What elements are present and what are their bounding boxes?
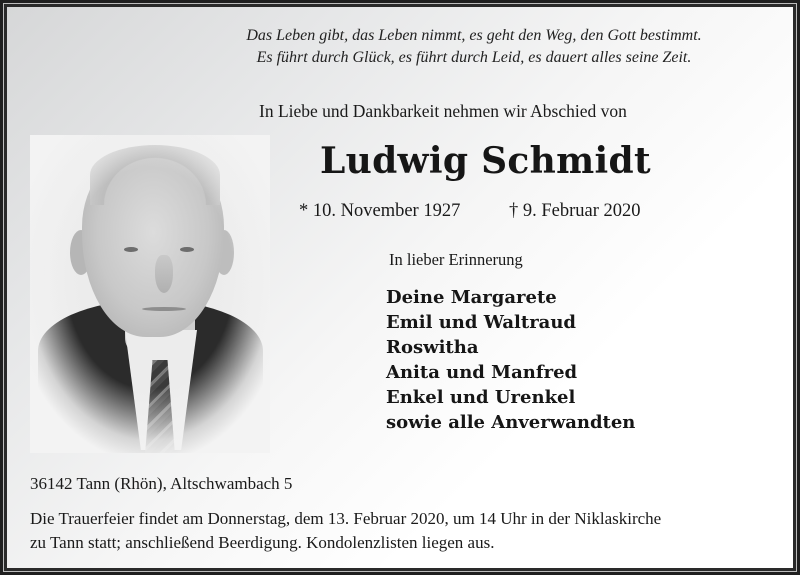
portrait-vignette [30,135,270,453]
quote-line-2: Es führt durch Glück, es führt durch Leid, es dauert alles seine Zeit. [256,49,692,66]
death-date: † 9. Februar 2020 [509,201,641,221]
mourner-item: Deine Margarete [386,287,557,308]
quote-line-1: Das Leben gibt, das Leben nimmt, es geht den Weg, den Gott bestimmt. [246,27,702,44]
service-line-2: zu Tann statt; anschließend Beerdigung. Kondolenzlisten liegen aus. [30,533,495,552]
deceased-name: Ludwig Schmidt [320,140,651,182]
mourners-list [386,285,635,435]
mourner-item: sowie alle Anverwandten [386,412,636,433]
mourner-item: Emil und Waltraud [386,312,577,333]
funeral-service-info [30,507,790,555]
remembrance-label: In lieber Erinnerung [389,250,523,269]
obituary-notice [7,7,793,568]
intro-text: In Liebe und Dankbarkeit nehmen wir Abschied von [259,101,627,121]
birth-date: * 10. November 1927 [299,201,461,221]
portrait-photo [30,135,270,453]
service-line-1: Die Trauerfeier findet am Donnerstag, dem 13. Februar 2020, um 14 Uhr in der Niklaskirche [30,509,662,528]
family-address: 36142 Tann (Rhön), Altschwambach 5 [30,474,293,493]
mourner-item: Anita und Manfred [386,362,578,383]
mourner-item: Roswitha [386,337,479,358]
mourner-item: Enkel und Urenkel [386,387,576,408]
